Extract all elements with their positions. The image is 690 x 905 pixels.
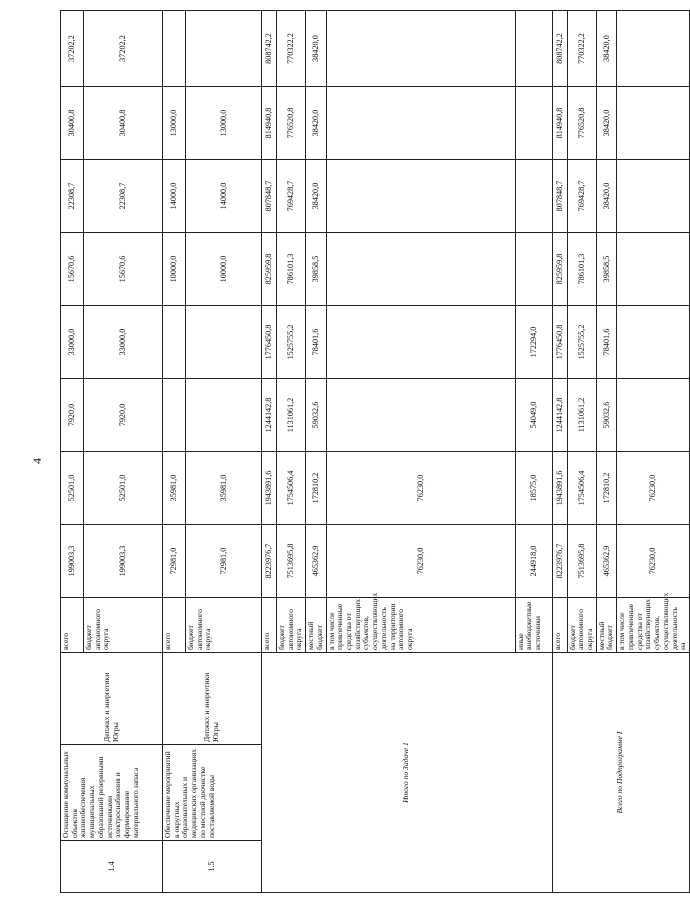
value-cell: 30400,8	[61, 87, 84, 160]
value-cell: 15670,6	[61, 233, 84, 306]
value-cell: 825959,8	[552, 233, 567, 306]
total-label-cell	[262, 653, 553, 893]
funding-source: бюджет автономного округа	[186, 598, 262, 653]
value-cell: 1244142,8	[552, 379, 567, 452]
value-cell: 14000,0	[186, 160, 262, 233]
value-cell	[617, 306, 690, 379]
funding-source: бюджет автономного округа	[84, 598, 163, 653]
value-cell: 1525755,2	[277, 306, 306, 379]
funding-source: всего	[61, 598, 84, 653]
value-cell: 807848,7	[262, 160, 277, 233]
value-cell: 808742,2	[552, 11, 567, 87]
value-cell	[515, 87, 552, 160]
value-cell: 1131061,2	[567, 379, 596, 452]
value-cell	[326, 160, 515, 233]
value-cell: 465362,9	[596, 525, 616, 598]
total-label: Итого по Задаче 1	[401, 742, 411, 803]
budget-table	[60, 10, 690, 893]
value-cell: 38420,0	[306, 160, 326, 233]
value-cell: 8223976,7	[262, 525, 277, 598]
value-cell: 39858,5	[306, 233, 326, 306]
value-cell: 808742,2	[262, 11, 277, 87]
value-cell: 1943891,6	[552, 452, 567, 525]
table-row	[61, 11, 84, 893]
value-cell: 786101,3	[567, 233, 596, 306]
value-cell	[617, 87, 690, 160]
value-cell: 22308,7	[61, 160, 84, 233]
funding-source: в том числе привлеченные средства от хозяйствующих субъектов, осуществляющих деятельность на	[617, 598, 690, 653]
value-cell: 770322,2	[567, 11, 596, 87]
table-row	[163, 11, 186, 893]
value-cell: 38420,0	[306, 11, 326, 87]
value-cell: 7920,0	[61, 379, 84, 452]
value-cell: 52501,0	[84, 452, 163, 525]
page-number: 4	[30, 458, 44, 464]
value-cell: 7920,0	[84, 379, 163, 452]
value-cell: 35981,0	[186, 452, 262, 525]
value-cell: 13000,0	[163, 87, 186, 160]
value-cell: 78401,6	[306, 306, 326, 379]
value-cell: 807848,7	[552, 160, 567, 233]
value-cell: 244918,0	[515, 525, 552, 598]
value-cell: 18575,0	[515, 452, 552, 525]
value-cell: 172810,2	[306, 452, 326, 525]
value-cell: 7513695,8	[567, 525, 596, 598]
value-cell: 35981,0	[163, 452, 186, 525]
value-cell: 22308,7	[84, 160, 163, 233]
executor-name: Депжкх и энергетики Югры	[61, 653, 163, 745]
row-number: 1.4	[61, 841, 163, 893]
value-cell	[515, 233, 552, 306]
funding-source: местный бюджет	[596, 598, 616, 653]
value-cell	[163, 379, 186, 452]
funding-source: бюджет автономного округа	[567, 598, 596, 653]
value-cell: 776520,8	[277, 87, 306, 160]
value-cell: 38420,0	[596, 87, 616, 160]
value-cell: 59032,6	[596, 379, 616, 452]
value-cell: 54049,0	[515, 379, 552, 452]
value-cell: 78401,6	[596, 306, 616, 379]
value-cell: 1776450,8	[262, 306, 277, 379]
value-cell: 72981,0	[186, 525, 262, 598]
value-cell	[617, 233, 690, 306]
value-cell: 769428,7	[567, 160, 596, 233]
value-cell: 199003,3	[84, 525, 163, 598]
value-cell: 76230,0	[326, 452, 515, 525]
value-cell: 13000,0	[186, 87, 262, 160]
value-cell: 37202,2	[61, 11, 84, 87]
value-cell	[326, 379, 515, 452]
value-cell: 59032,6	[306, 379, 326, 452]
value-cell: 825959,8	[262, 233, 277, 306]
funding-source: местный бюджет	[306, 598, 326, 653]
value-cell: 172294,0	[515, 306, 552, 379]
value-cell: 30400,8	[84, 87, 163, 160]
funding-source: иные внебюджетные источники	[515, 598, 552, 653]
value-cell	[186, 379, 262, 452]
value-cell	[186, 11, 262, 87]
value-cell	[186, 306, 262, 379]
value-cell: 8223976,7	[552, 525, 567, 598]
event-name: Оснащение коммунальных объектов жизнеобеспечения муниципальных образований резервными источниками электроснабжения и формирование материального запаса	[61, 745, 163, 841]
value-cell	[617, 379, 690, 452]
value-cell	[617, 11, 690, 87]
value-cell: 33000,0	[84, 306, 163, 379]
funding-source: бюджет автономного округа	[277, 598, 306, 653]
value-cell: 786101,3	[277, 233, 306, 306]
value-cell: 7513695,8	[277, 525, 306, 598]
value-cell	[515, 160, 552, 233]
value-cell	[163, 306, 186, 379]
value-cell: 776520,8	[567, 87, 596, 160]
value-cell	[326, 306, 515, 379]
value-cell	[326, 11, 515, 87]
table-row	[262, 11, 277, 893]
value-cell: 1525755,2	[567, 306, 596, 379]
value-cell: 814940,8	[552, 87, 567, 160]
rotated-table-container	[60, 11, 688, 893]
value-cell: 38420,0	[596, 11, 616, 87]
funding-source: в том числе привлеченные средства от хозяйствующих субъектов, осуществляющих деятельность на территории автономного округа	[326, 598, 515, 653]
value-cell: 76230,0	[617, 525, 690, 598]
value-cell: 72981,0	[163, 525, 186, 598]
value-cell: 33000,0	[61, 306, 84, 379]
value-cell: 1131061,2	[277, 379, 306, 452]
total-label-cell	[552, 653, 689, 893]
value-cell: 38420,0	[306, 87, 326, 160]
value-cell: 76230,0	[617, 452, 690, 525]
value-cell	[515, 11, 552, 87]
value-cell: 38420,0	[596, 160, 616, 233]
value-cell: 814940,8	[262, 87, 277, 160]
value-cell: 14000,0	[163, 160, 186, 233]
event-name: Обеспечение мероприятий в округных образовательных и медицинских организациях по местной доочистке поставляемой воды	[163, 745, 262, 841]
value-cell: 769428,7	[277, 160, 306, 233]
value-cell: 770322,2	[277, 11, 306, 87]
table-row	[552, 11, 567, 893]
value-cell: 39858,5	[596, 233, 616, 306]
row-number: 1.5	[163, 841, 262, 893]
value-cell: 37202,2	[84, 11, 163, 87]
funding-source: всего	[552, 598, 567, 653]
value-cell: 199003,3	[61, 525, 84, 598]
value-cell	[163, 11, 186, 87]
value-cell	[326, 233, 515, 306]
value-cell: 15670,6	[84, 233, 163, 306]
value-cell	[617, 160, 690, 233]
total-label: Всего по Подпрограмме I	[615, 731, 625, 814]
value-cell: 465362,9	[306, 525, 326, 598]
value-cell	[326, 87, 515, 160]
executor-name: Депжкх и энергетики Югры	[163, 653, 262, 745]
value-cell: 1754506,4	[277, 452, 306, 525]
value-cell: 76230,0	[326, 525, 515, 598]
value-cell: 52501,0	[61, 452, 84, 525]
funding-source: всего	[262, 598, 277, 653]
value-cell: 1943891,6	[262, 452, 277, 525]
value-cell: 10000,0	[186, 233, 262, 306]
value-cell: 172810,2	[596, 452, 616, 525]
funding-source: всего	[163, 598, 186, 653]
value-cell: 10000,0	[163, 233, 186, 306]
value-cell: 1754506,4	[567, 452, 596, 525]
value-cell: 1244142,8	[262, 379, 277, 452]
value-cell: 1776450,8	[552, 306, 567, 379]
